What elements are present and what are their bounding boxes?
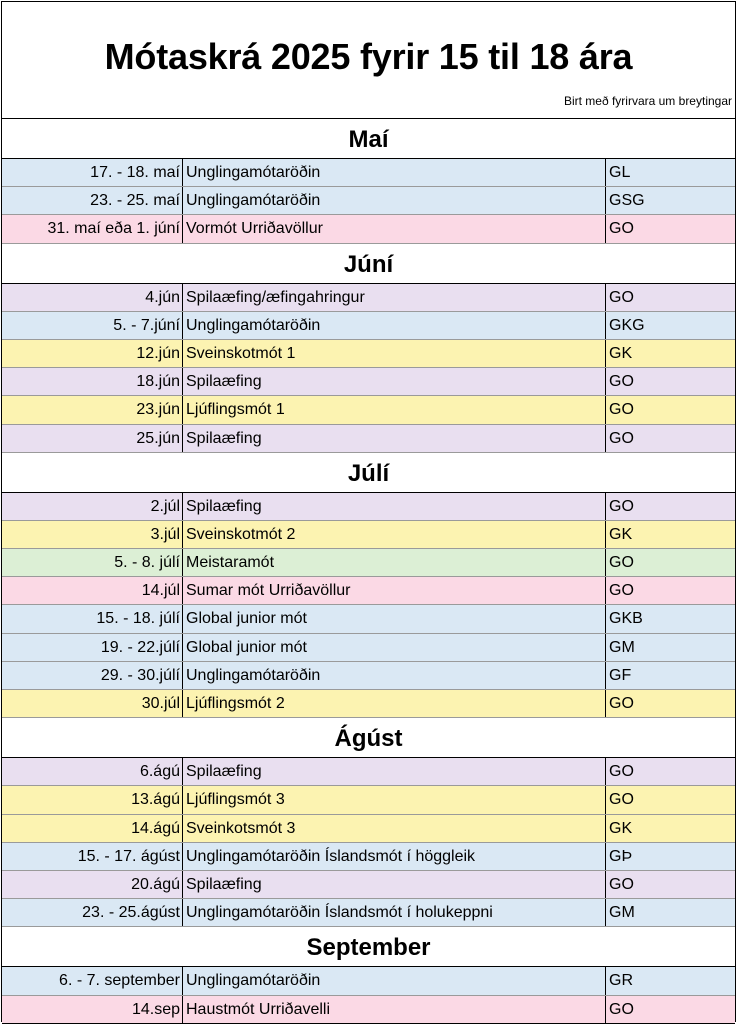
page-subtitle: Birt með fyrirvara um breytingar: [563, 94, 732, 108]
schedule-sheet: [1, 1, 736, 1022]
event-name: Global junior mót: [183, 634, 606, 661]
table-row: [2, 521, 735, 549]
event-date: 17. - 18. maí: [2, 159, 183, 186]
event-date: 23.jún: [2, 396, 183, 423]
club-code: GO: [609, 497, 634, 515]
event-date: 20.ágú: [2, 871, 183, 898]
table-row: [2, 871, 735, 899]
event-name: Sveinkotsmót 3: [183, 815, 606, 842]
event-name: Spilaæfing: [183, 425, 606, 452]
event-name: Vormót Urriðavöllur: [183, 215, 606, 242]
table-row: [2, 284, 735, 312]
event-date: 25.jún: [2, 425, 183, 452]
event-name: Global junior mót: [183, 605, 606, 632]
event-date: 14.júl: [2, 577, 183, 604]
table-row: [2, 690, 735, 718]
table-row: [2, 634, 735, 662]
event-date: 18.jún: [2, 368, 183, 395]
event-date: 15. - 17. ágúst: [2, 843, 183, 870]
event-date: 19. - 22.júlí: [2, 634, 183, 661]
club-code: GO: [609, 875, 634, 893]
club-code: GO: [609, 554, 634, 572]
event-date: 12.jún: [2, 340, 183, 367]
table-row: [2, 396, 735, 424]
event-name: Spilaæfing: [183, 493, 606, 520]
club-code: GO: [609, 373, 634, 391]
table-row: [2, 605, 735, 633]
event-date: 2.júl: [2, 493, 183, 520]
event-name: Unglingamótaröðin: [183, 187, 606, 214]
table-row: [2, 215, 735, 243]
event-date: 5. - 8. júlí: [2, 549, 183, 576]
table-row: [2, 758, 735, 786]
event-date: 29. - 30.júlí: [2, 662, 183, 689]
club-code: GF: [609, 666, 632, 684]
event-name: Unglingamótaröðin: [183, 967, 606, 994]
title-area: [2, 2, 735, 119]
club-code: GK: [609, 819, 633, 837]
table-row: [2, 425, 735, 453]
event-date: 31. maí eða 1. júní: [2, 215, 183, 242]
table-row: [2, 577, 735, 605]
event-date: 6. - 7. september: [2, 967, 183, 994]
table-row: [2, 493, 735, 521]
table-row: [2, 662, 735, 690]
event-date: 13.ágú: [2, 786, 183, 813]
event-name: Spilaæfing: [183, 871, 606, 898]
club-code: GKG: [609, 316, 645, 334]
month-header: Maí: [2, 119, 735, 159]
event-name: Spilaæfing: [183, 368, 606, 395]
club-code: GO: [609, 791, 634, 809]
event-name: Ljúflingsmót 1: [183, 396, 606, 423]
event-date: 14.sep: [2, 996, 183, 1023]
event-date: 5. - 7.júní: [2, 312, 183, 339]
event-name: Unglingamótaröðin Íslandsmót í holukeppni: [183, 899, 606, 926]
page-title: Mótaskrá 2025 fyrir 15 til 18 ára: [104, 36, 633, 77]
table-row: [2, 187, 735, 215]
club-code: GO: [609, 1000, 634, 1018]
event-date: 23. - 25. maí: [2, 187, 183, 214]
table-row: [2, 368, 735, 396]
month-header: Júlí: [2, 453, 735, 493]
event-date: 6.ágú: [2, 758, 183, 785]
club-code: GK: [609, 344, 633, 362]
club-code: GM: [609, 638, 635, 656]
month-header: September: [2, 927, 735, 967]
event-date: 30.júl: [2, 690, 183, 717]
table-row: [2, 340, 735, 368]
club-code: GO: [609, 288, 634, 306]
table-row: [2, 996, 735, 1024]
table-row: [2, 159, 735, 187]
event-name: Sumar mót Urriðavöllur: [183, 577, 606, 604]
club-code: GÞ: [609, 847, 633, 865]
event-name: Unglingamótaröðin: [183, 662, 606, 689]
table-row: [2, 899, 735, 927]
event-date: 14.ágú: [2, 815, 183, 842]
event-name: Haustmót Urriðavelli: [183, 996, 606, 1023]
event-name: Unglingamótaröðin Íslandsmót í höggleik: [183, 843, 606, 870]
club-code: GSG: [609, 192, 645, 210]
event-date: 3.júl: [2, 521, 183, 548]
club-code: GL: [609, 164, 631, 181]
club-code: GO: [609, 582, 634, 600]
table-row: [2, 312, 735, 340]
table-row: [2, 786, 735, 814]
event-name: Spilaæfing: [183, 758, 606, 785]
month-header: Júní: [2, 244, 735, 284]
table-row: [2, 815, 735, 843]
event-name: Spilaæfing/æfingahringur: [183, 284, 606, 311]
table-row: [2, 967, 735, 995]
club-code: GO: [609, 401, 634, 419]
schedule-table: [2, 119, 735, 1024]
event-name: Sveinskotmót 1: [183, 340, 606, 367]
club-code: GO: [609, 429, 634, 447]
month-header: Ágúst: [2, 718, 735, 758]
event-date: 15. - 18. júlí: [2, 605, 183, 632]
table-row: [2, 843, 735, 871]
club-code: GO: [609, 220, 634, 238]
club-code: GM: [609, 904, 635, 922]
event-name: Sveinskotmót 2: [183, 521, 606, 548]
event-name: Unglingamótaröðin: [183, 159, 606, 186]
event-name: Meistaramót: [183, 549, 606, 576]
event-name: Ljúflingsmót 2: [183, 690, 606, 717]
event-date: 23. - 25.ágúst: [2, 899, 183, 926]
club-code: GKB: [609, 610, 643, 628]
club-code: GO: [609, 763, 634, 781]
table-row: [2, 549, 735, 577]
event-date: 4.jún: [2, 284, 183, 311]
event-name: Ljúflingsmót 3: [183, 786, 606, 813]
club-code: GR: [609, 972, 633, 990]
club-code: GK: [609, 525, 633, 543]
club-code: GO: [609, 695, 634, 712]
event-name: Unglingamótaröðin: [183, 312, 606, 339]
